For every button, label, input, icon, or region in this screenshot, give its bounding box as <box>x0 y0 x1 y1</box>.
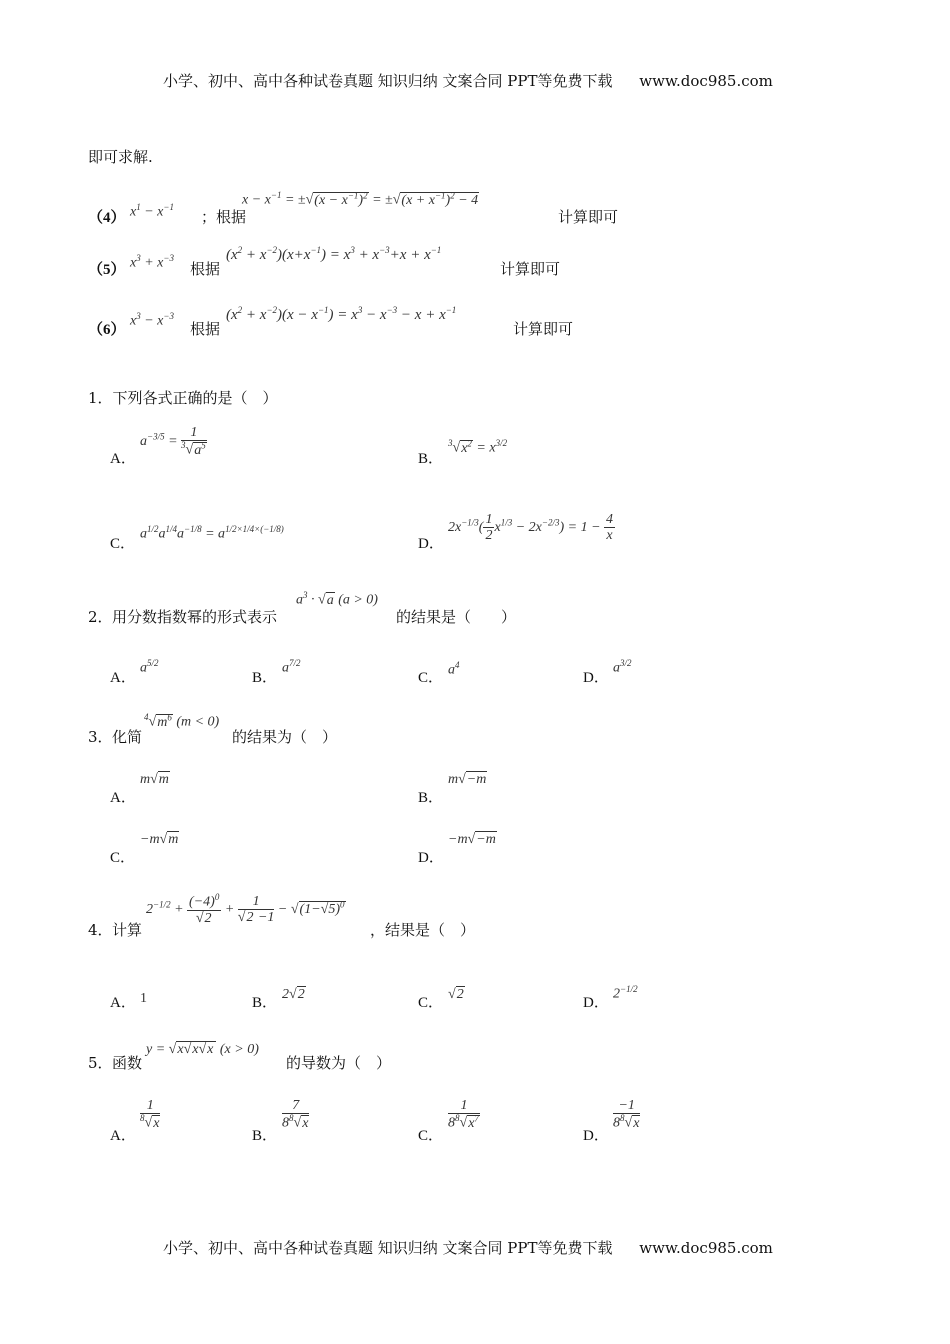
formula: $(x^2 + x^{-2})(x+x^{-1}) = x^3 + x^{-3}+x + x^{-1}$ <box>226 245 442 263</box>
formula: $2^{-1/2}$ <box>613 984 638 1002</box>
formula: y = √x√x√x (x > 0) <box>146 1042 259 1057</box>
formula: $\frac{1}{8^8√x^7}$ <box>448 1098 479 1132</box>
formula: $a^{3/2}$ <box>613 658 632 676</box>
item-text: 根据 <box>190 260 221 278</box>
page-header <box>163 70 773 91</box>
formula: $x^1 - x^{-1}$ <box>130 202 174 220</box>
footer-site: www.doc985.com <box>639 1239 773 1257</box>
formula: −m√m <box>140 832 179 847</box>
formula: $\frac{7}{8^8√x}$ <box>282 1098 309 1132</box>
item-text: 计算即可 <box>500 260 561 278</box>
formula: $a^3 \cdot √a$ (a > 0) <box>296 590 378 608</box>
header-text: 小学、初中、高中各种试卷真题 知识归纳 文案合同 PPT等免费下载 <box>163 72 613 90</box>
formula: 2√2 <box>282 987 305 1002</box>
formula: √2 <box>448 987 464 1002</box>
page-footer <box>163 1237 773 1258</box>
question-1-stem: 1．下列各式正确的是（ ） <box>88 389 278 407</box>
formula: $2x^{-1/3}$( $\frac{1}{2}$ $x^{1/3} - 2x^{-2/3}) = 1$ − $\frac{4}{x}$ <box>448 512 614 544</box>
formula: $a^{1/2}a^{1/4}a^{-1/8} = a^{1/2\times 1/4\times(-1/8)}$ <box>140 524 284 542</box>
formula: $a^4$ <box>448 660 460 678</box>
formula: $x - x^{-1} = \pm√(x - x^{-1})^2 = \pm√(x + x^{-1})^2 - 4$ <box>242 190 479 208</box>
item-text: 根据 <box>190 320 221 338</box>
item-label: （5） <box>88 262 126 278</box>
intro-line: 即可求解. <box>88 148 153 166</box>
formula: m√m <box>140 772 169 787</box>
item-text: ；根据 <box>201 208 247 226</box>
item-text: 计算即可 <box>558 208 619 226</box>
item-label: （4） <box>88 210 126 226</box>
formula: $^4√m^6$ (m < 0) <box>144 712 220 730</box>
item-text: 计算即可 <box>513 320 574 338</box>
formula: $\frac{1}{^8√x}$ <box>140 1098 160 1132</box>
formula: $^3√x^2 = x^{3/2}$ <box>448 438 508 456</box>
option-4a-value: 1 <box>140 991 147 1006</box>
formula: $2^{-1/2}$ + $\frac{(-4)^0}{√2}$ + $\frac{1}{√2 -1}$ − $√(1-√5)^0$ <box>146 892 345 927</box>
footer-text: 小学、初中、高中各种试卷真题 知识归纳 文案合同 PPT等免费下载 <box>163 1239 613 1257</box>
formula: −m√−m <box>448 832 496 847</box>
item-label: （6） <box>88 322 126 338</box>
formula: $\frac{-1}{8^8√x}$ <box>613 1098 640 1132</box>
formula: $a^{5/2}$ <box>140 658 159 676</box>
formula: m√−m <box>448 772 487 787</box>
formula: $a^{7/2}$ <box>282 658 301 676</box>
formula: $x^3 - x^{-3}$ <box>130 311 174 329</box>
formula: $(x^2 + x^{-2})(x - x^{-1}) = x^3 - x^{-3} - x + x^{-1}$ <box>226 305 457 323</box>
formula: $a^{-3/5}$ = $\frac{1}{^3√a^5}$ <box>140 425 206 459</box>
header-site: www.doc985.com <box>639 72 773 90</box>
formula: $x^3 + x^{-3}$ <box>130 253 174 271</box>
